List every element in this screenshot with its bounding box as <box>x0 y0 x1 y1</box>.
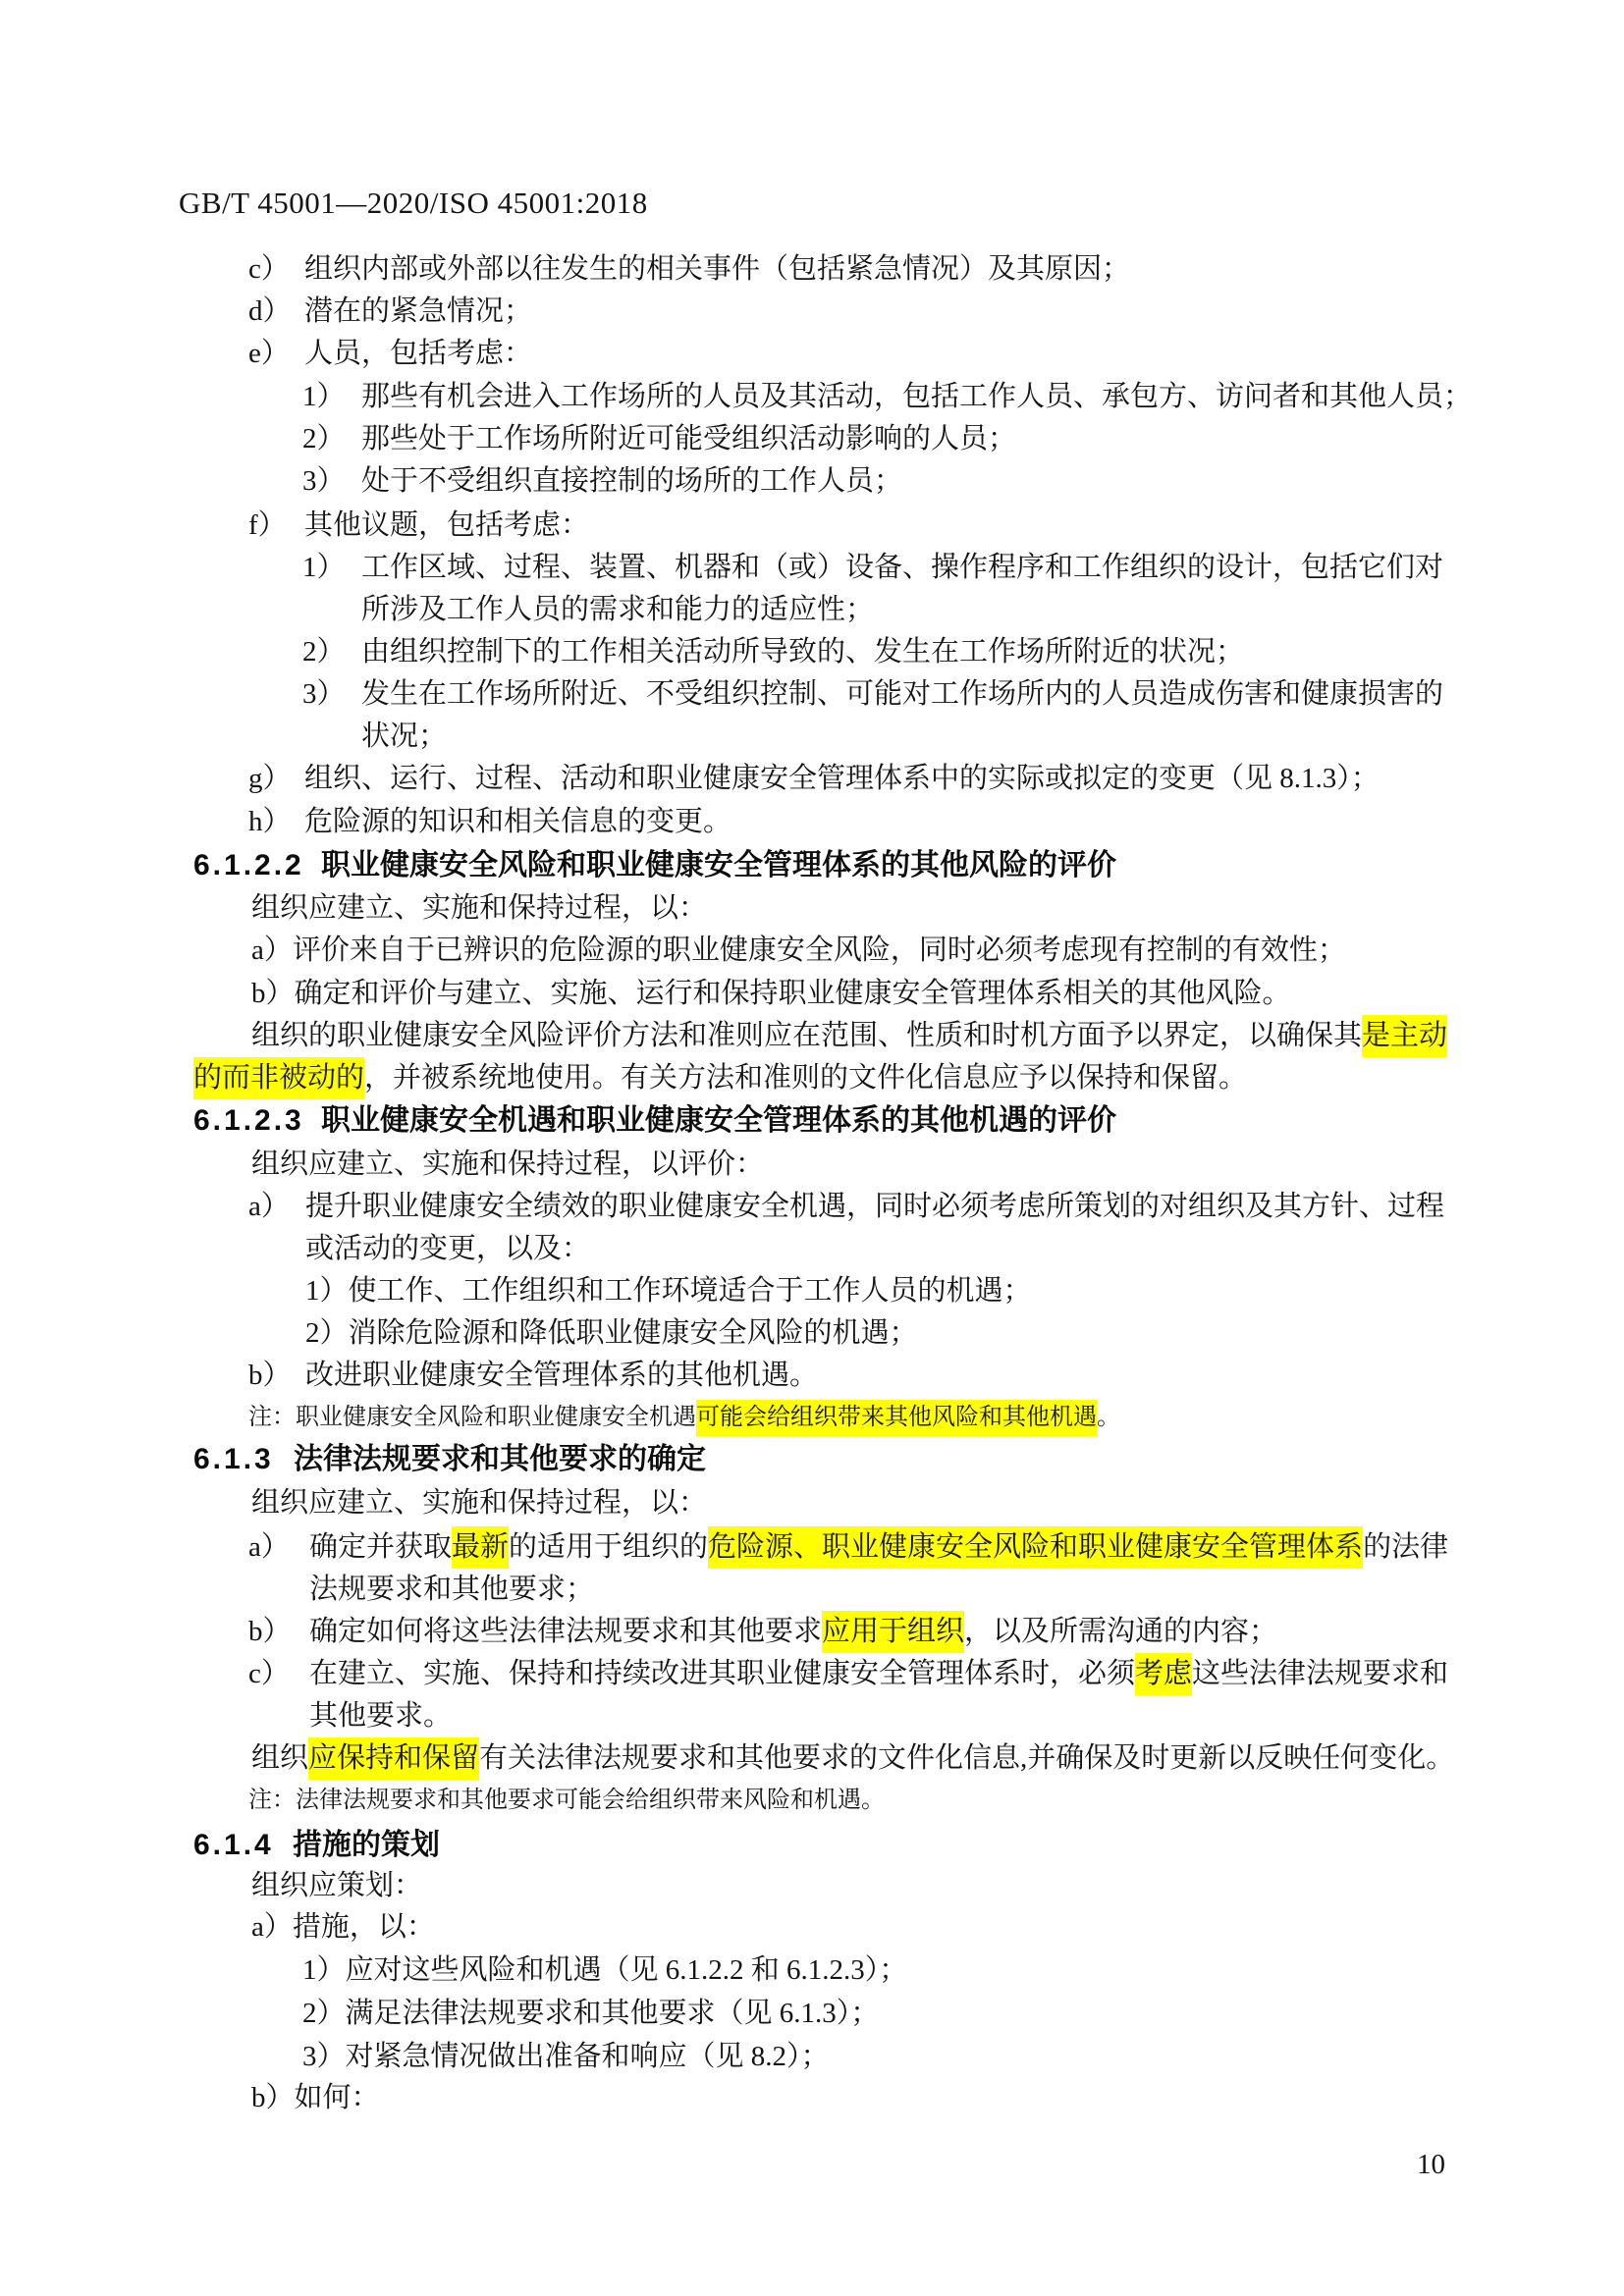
line-text <box>293 1824 440 1867</box>
line-text <box>305 1269 1032 1312</box>
text-segment: 1）使工作、工作组织和工作环境适合于工作人员的机遇； <box>305 1275 1032 1307</box>
item-label: h） <box>248 806 292 837</box>
highlighted-text: 考虑 <box>1135 1653 1192 1695</box>
page-number: 10 <box>1417 2149 1445 2180</box>
highlighted-text: 应保持和保留 <box>308 1737 479 1780</box>
text-segment: 组织应策划： <box>251 1870 423 1901</box>
text-segment: 注：职业健康安全风险和职业健康安全机遇 <box>248 1405 696 1430</box>
line-text <box>302 1949 907 1992</box>
text-line <box>0 929 1346 972</box>
item-label: d） <box>248 295 292 327</box>
text-segment: 组织、运行、过程、活动和职业健康安全管理体系中的实际或拟定的变更（见 8.1.3）； <box>304 763 1380 794</box>
line-text <box>304 757 1380 800</box>
text-line <box>0 247 1130 291</box>
line-text <box>251 1143 764 1186</box>
text-line <box>0 504 589 547</box>
text-line <box>0 1864 422 1907</box>
text-segment: 那些处于工作场所附近可能受组织活动影响的人员； <box>361 423 1017 454</box>
clause-heading <box>0 1099 1116 1143</box>
item-label: 2） <box>302 636 346 667</box>
line-text <box>248 1779 885 1822</box>
text-line <box>0 672 1443 716</box>
line-text <box>321 1099 1116 1143</box>
line-text <box>251 886 707 930</box>
text-segment: 。 <box>1097 1405 1120 1430</box>
text-segment: 确定并获取 <box>309 1531 453 1563</box>
text-line <box>0 1652 1448 1695</box>
text-line <box>0 1143 764 1186</box>
highlighted-text: 可能会给组织带来其他风险和其他机遇 <box>696 1400 1097 1436</box>
item-label: b） <box>248 1360 292 1391</box>
text-segment: 确定如何将这些法律法规要求和其他要求 <box>309 1616 823 1647</box>
text-line <box>0 1525 1448 1569</box>
line-text <box>294 1438 706 1481</box>
text-segment: a）措施，以： <box>251 1911 435 1943</box>
item-label: c） <box>248 253 290 285</box>
text-line <box>0 1014 1447 1057</box>
line-text <box>361 630 1244 673</box>
line-text <box>309 1525 1448 1569</box>
text-segment: 工作区域、过程、装置、机器和（或）设备、操作程序和工作组织的设计，包括它们对 <box>361 552 1444 583</box>
highlighted-text: 危险源、职业健康安全风险和职业健康安全管理体系 <box>708 1526 1363 1569</box>
text-segment: 潜在的紧急情况； <box>304 295 533 327</box>
text-line <box>0 375 1472 418</box>
line-text <box>309 1652 1448 1695</box>
text-line <box>0 332 532 375</box>
item-label: 1） <box>302 381 346 412</box>
item-label: a） <box>248 1531 290 1563</box>
text-line <box>0 1992 879 2035</box>
text-segment: 在建立、实施、保持和持续改进其职业健康安全管理体系时，必须 <box>309 1658 1136 1689</box>
highlighted-text: 最新 <box>452 1526 509 1569</box>
text-segment: 注：法律法规要求和其他要求可能会给组织带来风险和机遇。 <box>248 1788 885 1813</box>
text-line <box>0 417 1016 460</box>
text-segment: 人员，包括考虑： <box>304 338 533 369</box>
text-line <box>0 1481 707 1524</box>
line-text <box>251 2076 380 2119</box>
text-line <box>0 1949 907 1992</box>
line-text <box>251 972 1291 1015</box>
line-text <box>305 1227 590 1270</box>
text-line <box>0 546 1443 589</box>
text-segment: 1）应对这些风险和机遇（见 6.1.2.2 和 6.1.2.3）； <box>302 1954 908 1986</box>
clause-number: 6.1.4 <box>193 1829 274 1861</box>
standard-number: GB/T 45001—2020/ISO 45001:2018 <box>179 186 648 220</box>
text-segment: 组织的职业健康安全风险评价方法和准则应在范围、性质和时机方面予以界定，以确保其 <box>251 1020 1363 1051</box>
text-line <box>0 1185 1444 1228</box>
text-line <box>0 588 874 631</box>
line-text <box>305 1185 1444 1228</box>
item-label: 3） <box>302 678 346 710</box>
line-text <box>302 2035 830 2078</box>
clause-number: 6.1.2.2 <box>193 849 304 881</box>
text-line <box>0 1311 918 1355</box>
line-text <box>305 1311 918 1355</box>
text-segment: 2）消除危险源和降低职业健康安全风险的机遇； <box>305 1317 918 1349</box>
line-text <box>361 672 1443 716</box>
line-text <box>251 1905 435 1949</box>
line-text <box>361 546 1443 589</box>
item-label: b） <box>248 1616 292 1647</box>
item-label: 3） <box>302 465 346 497</box>
text-segment: ，并被系统地使用。有关方法和准则的文件化信息应予以保持和保留。 <box>364 1062 1248 1094</box>
line-text <box>361 715 447 758</box>
item-label: 2） <box>302 423 346 454</box>
text-line <box>0 972 1291 1015</box>
text-segment: 法律法规要求和其他要求的确定 <box>294 1443 706 1475</box>
text-line <box>0 2035 830 2078</box>
text-line <box>0 1056 1247 1099</box>
text-line <box>0 2076 380 2119</box>
line-text <box>302 1992 879 2035</box>
text-segment: 组织应建立、实施和保持过程，以： <box>251 892 708 924</box>
line-text <box>304 800 731 843</box>
text-line <box>0 1396 1120 1439</box>
clause-heading <box>0 1824 440 1867</box>
item-label: 1） <box>302 552 346 583</box>
text-line <box>0 1694 452 1737</box>
text-segment: 组织内部或外部以往发生的相关事件（包括紧急情况）及其原因； <box>304 253 1131 285</box>
item-label: e） <box>248 338 290 369</box>
text-line <box>0 630 1244 673</box>
line-text <box>304 290 532 333</box>
line-text <box>361 375 1472 418</box>
text-segment: 那些有机会进入工作场所的人员及其活动，包括工作人员、承包方、访问者和其他人员； <box>361 381 1473 412</box>
clause-heading <box>0 1438 706 1481</box>
highlighted-text: 应用于组织 <box>822 1611 964 1653</box>
text-segment: b）如何： <box>251 2082 380 2113</box>
clause-number: 6.1.2.3 <box>193 1104 304 1137</box>
text-line <box>0 757 1380 800</box>
text-line <box>0 1227 590 1270</box>
text-line <box>0 1269 1032 1312</box>
text-segment: 处于不受组织直接控制的场所的工作人员； <box>361 465 903 497</box>
text-line <box>0 1568 594 1611</box>
text-line <box>0 1354 818 1397</box>
text-segment: 组织应建立、实施和保持过程，以： <box>251 1487 708 1519</box>
item-label: c） <box>248 1658 290 1689</box>
line-text <box>251 1736 1454 1780</box>
text-line <box>0 886 707 930</box>
text-line <box>0 459 902 503</box>
line-text <box>309 1610 1277 1653</box>
text-segment: 状况； <box>361 721 448 752</box>
line-text <box>251 1481 707 1524</box>
text-segment: 有关法律法规要求和其他要求的文件化信息,并确保及时更新以反映任何变化。 <box>479 1742 1455 1774</box>
text-line <box>0 715 447 758</box>
text-segment: b）确定和评价与建立、实施、运行和保持职业健康安全管理体系相关的其他风险。 <box>251 978 1291 1009</box>
text-line <box>0 1779 885 1822</box>
text-line <box>0 1905 435 1949</box>
text-segment: 职业健康安全风险和职业健康安全管理体系的其他风险的评价 <box>321 849 1116 881</box>
text-segment: 或活动的变更，以及： <box>305 1233 591 1264</box>
line-text <box>304 332 532 375</box>
text-line <box>0 1610 1277 1653</box>
text-segment: 这些法律法规要求和 <box>1192 1658 1449 1689</box>
text-segment: 措施的策划 <box>293 1829 440 1861</box>
text-segment: 职业健康安全机遇和职业健康安全管理体系的其他机遇的评价 <box>321 1104 1116 1137</box>
text-segment: 3）对紧急情况做出准备和响应（见 8.2）； <box>302 2041 830 2072</box>
text-segment: 改进职业健康安全管理体系的其他机遇。 <box>305 1360 819 1391</box>
item-label: a） <box>248 1191 290 1222</box>
line-text <box>304 504 589 547</box>
text-segment: 法规要求和其他要求； <box>309 1574 595 1605</box>
line-text <box>361 459 902 503</box>
highlighted-text: 是主动 <box>1362 1015 1447 1057</box>
clause-heading <box>0 844 1116 887</box>
text-line <box>0 800 731 843</box>
text-segment: a）评价来自于已辨识的危险源的职业健康安全风险，同时必须考虑现有控制的有效性； <box>251 934 1346 966</box>
line-text <box>248 1396 1120 1439</box>
text-segment: 其他议题，包括考虑： <box>304 509 590 541</box>
text-segment: 发生在工作场所附近、不受组织控制、可能对工作场所内的人员造成伤害和健康损害的 <box>361 678 1444 710</box>
text-segment: 组织应建立、实施和保持过程，以评价： <box>251 1148 765 1180</box>
text-segment: 的适用于组织的 <box>509 1531 709 1563</box>
clause-number: 6.1.3 <box>193 1443 274 1475</box>
text-segment: 组织 <box>251 1742 309 1774</box>
text-segment: 其他要求。 <box>309 1700 453 1732</box>
line-text <box>309 1694 452 1737</box>
line-text <box>361 588 874 631</box>
text-segment: 提升职业健康安全绩效的职业健康安全机遇，同时必须考虑所策划的对组织及其方针、过程 <box>305 1191 1445 1222</box>
item-label: f） <box>248 509 287 541</box>
text-segment: ，以及所需沟通的内容； <box>964 1616 1278 1647</box>
line-text <box>251 1014 1447 1057</box>
line-text <box>309 1568 594 1611</box>
text-segment: 所涉及工作人员的需求和能力的适应性； <box>361 594 875 625</box>
text-segment: 的法律 <box>1363 1531 1449 1563</box>
line-text <box>251 929 1346 972</box>
text-segment: 由组织控制下的工作相关活动所导致的、发生在工作场所附近的状况； <box>361 636 1245 667</box>
line-text <box>321 844 1116 887</box>
text-segment: 危险源的知识和相关信息的变更。 <box>304 806 732 837</box>
text-segment: 2）满足法律法规要求和其他要求（见 6.1.3）； <box>302 1998 880 2029</box>
line-text <box>193 1056 1247 1099</box>
text-line <box>0 1736 1454 1780</box>
highlighted-text: 的而非被动的 <box>193 1057 364 1099</box>
line-text <box>305 1354 818 1397</box>
item-label: g） <box>248 763 292 794</box>
line-text <box>361 417 1016 460</box>
text-line <box>0 290 532 333</box>
line-text <box>304 247 1130 291</box>
line-text <box>251 1864 422 1907</box>
